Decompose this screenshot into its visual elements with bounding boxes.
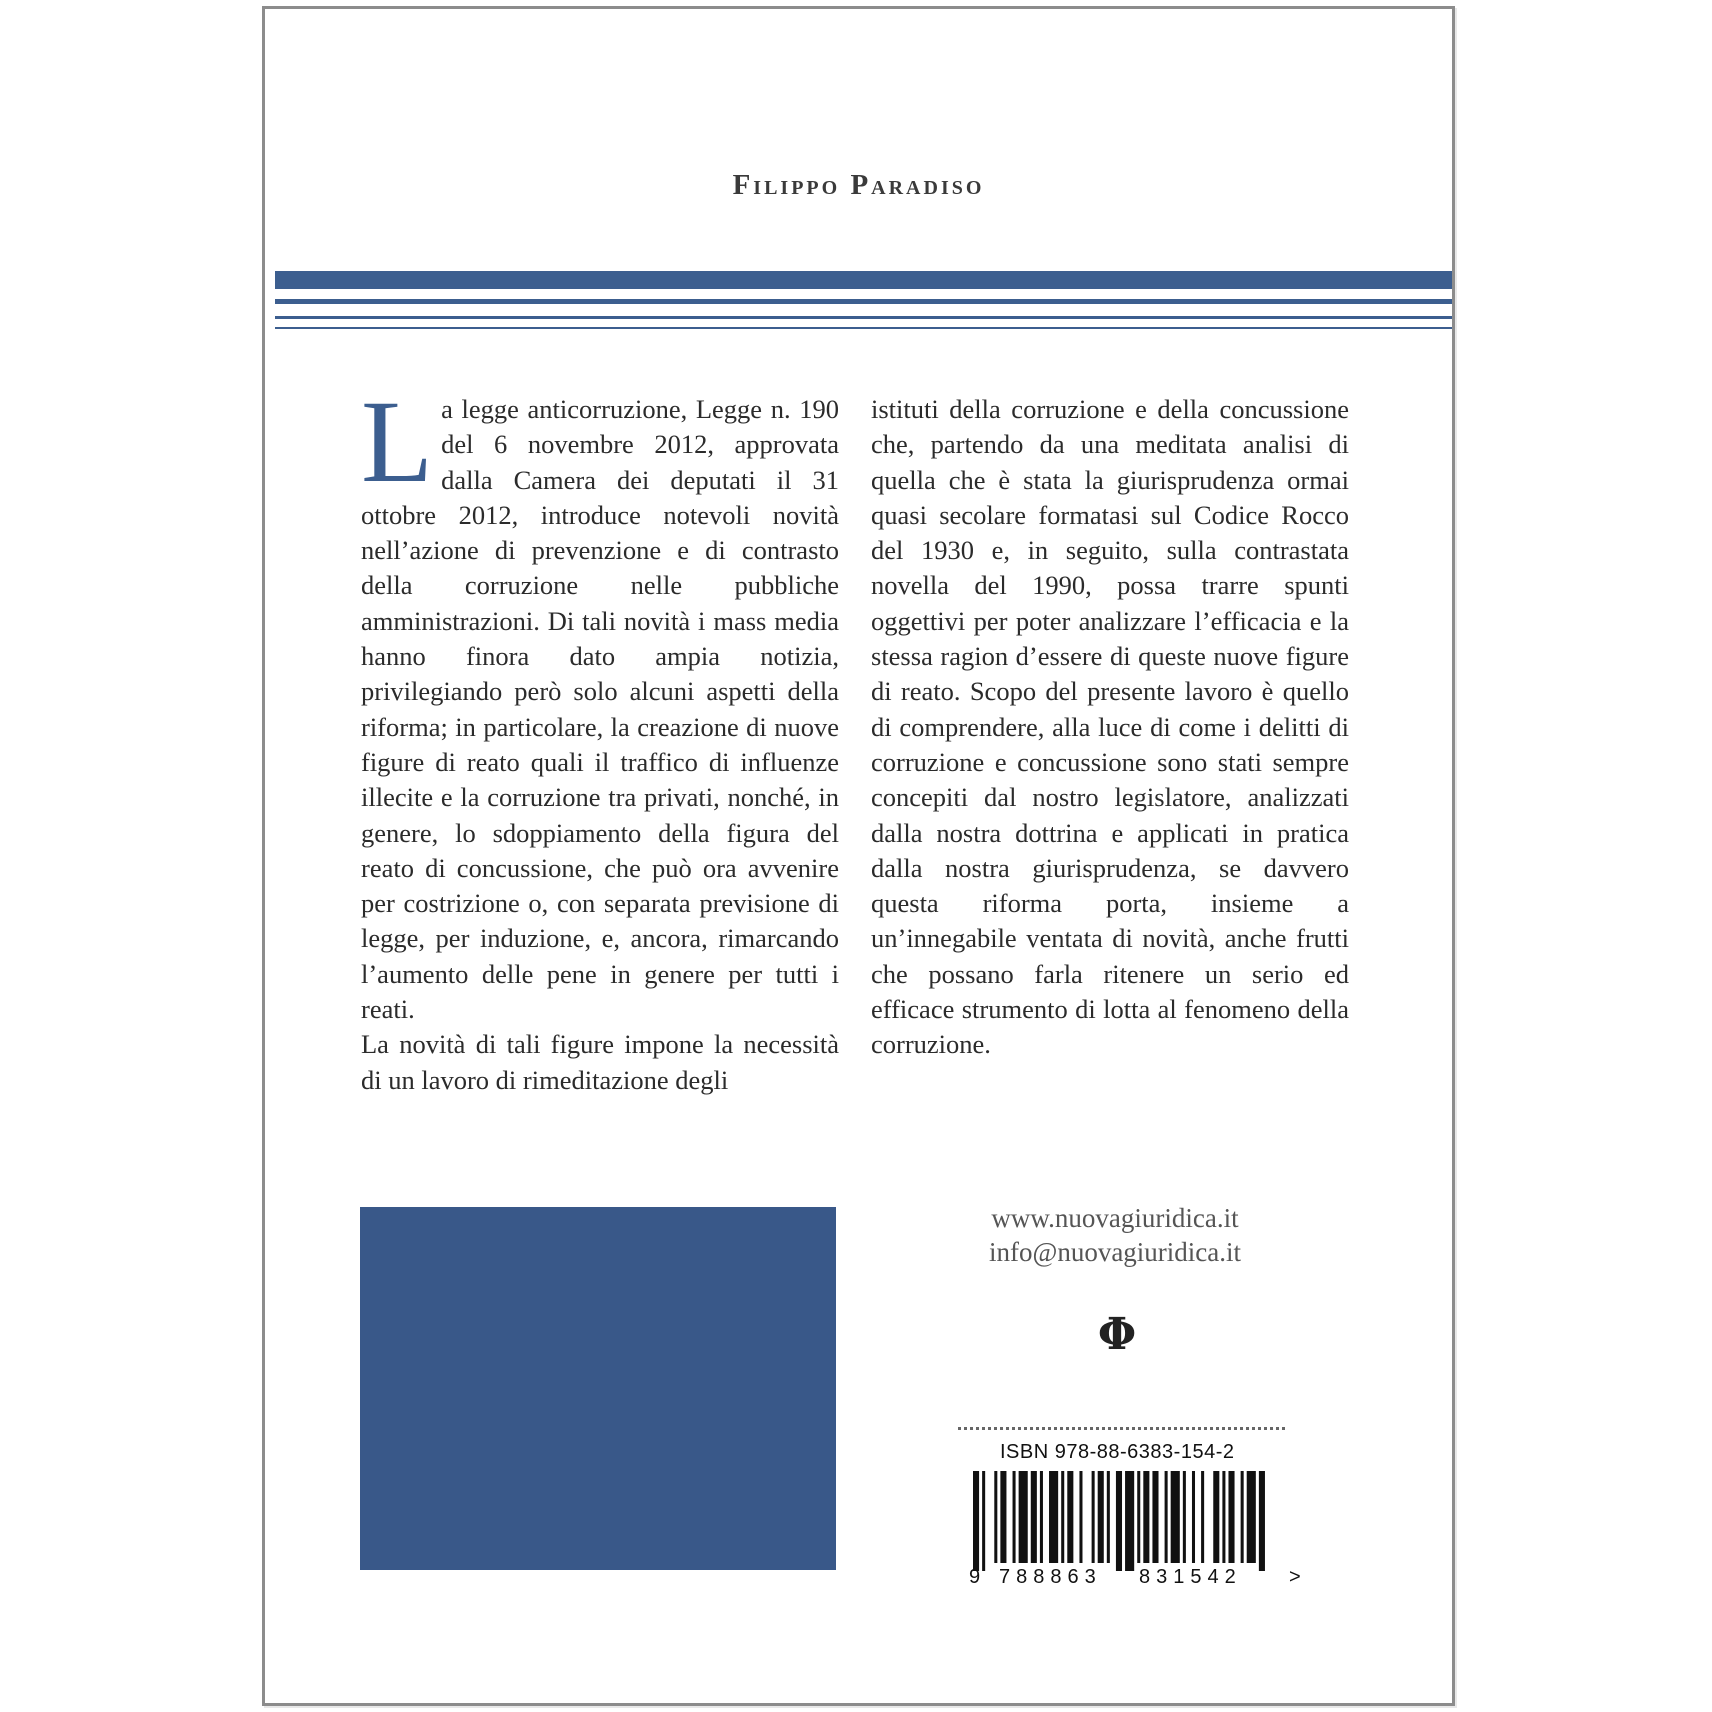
barcode-end-mark: > [1289, 1566, 1301, 1588]
barcode-bar [1152, 1471, 1158, 1563]
blurb-paragraph-2: La novità di tali figure impone la necessità di un lavoro di rimeditazione degli [361, 1029, 839, 1095]
barcode-bar [1137, 1471, 1140, 1563]
barcode-bar [1067, 1471, 1073, 1563]
isbn-barcode-icon [973, 1471, 1268, 1571]
blurb-left-column [361, 376, 839, 1098]
publisher-email-link[interactable]: info@nuovagiuridica.it [988, 1237, 1242, 1267]
blue-color-block [360, 1207, 836, 1570]
barcode-bar [1098, 1471, 1104, 1563]
barcode-bar [973, 1471, 979, 1571]
barcode-bar [1213, 1471, 1219, 1563]
barcode-bar [1241, 1471, 1244, 1563]
barcode-bar [1183, 1471, 1186, 1563]
barcode-bar [1143, 1471, 1149, 1563]
barcode-bar [1192, 1471, 1195, 1563]
barcode-bar [1165, 1471, 1168, 1563]
barcode-bar [1040, 1471, 1043, 1563]
barcode-bar [1201, 1471, 1204, 1563]
publisher-phi-logo-icon: Φ [1097, 1309, 1137, 1360]
blurb-paragraph-1-text: a legge anticorruzione, Legge n. 190 del 6 novembre 2012, approvata dalla Camera dei deputati il 31 ottobre 2012, introduce notevoli novità nell’azione di prevenzione e di contrasto della corruzione nelle pubbliche amministrazioni. Di tali novità i mass media hanno finora dato ampia notizia, privilegiando però solo alcuni aspetti della riforma; in particolare, la creazione di nuove figure di reato quali il traffico di influenze illecite e la corruzione tra privati, nonché, in genere, lo sdoppiamento della figura del reato di concussione, che può ora avvenire per costrizione o, con separata previsione di legge, per induzione, e, ancora, rimarcando l’aumento delle pene in genere per tutti i reati. [361, 394, 839, 1025]
barcode-bar [1019, 1471, 1028, 1563]
blurb-paragraph-1 [361, 376, 839, 1027]
barcode-bar [1079, 1471, 1082, 1563]
decorative-band-hairline [275, 327, 1452, 329]
blurb-right-column [871, 392, 1349, 1063]
blurb-paragraph-3: istituti della corruzione e della concussione che, partendo da una meditata analisi di quella che è stata la giurisprudenza ormai quasi secolare formatasi sul Codice Rocco del 1930 e, in seguito, sulla contrastata novella del 1990, possa trarre spunti oggettivi per poter analizzare l’efficacia e la stessa ragion d’essere di queste nuove figure di reato. Scopo del presente lavoro è quello di comprendere, alla luce di come i delitti di corruzione e concussione sono stati sempre concepiti dal nostro legislatore, analizzati dalla nostra dottrina e applicati in pratica dalla nostra giurisprudenza, se davvero questa riforma porta, insieme a un’innegabile ventata di novità, anche frutti che possano farla ritenere un serio ed efficace strumento di lotta al fenomeno della corruzione. [871, 394, 1349, 1060]
decorative-band-thick [275, 271, 1452, 289]
barcode-bar [1107, 1471, 1110, 1563]
barcode-right-group: 831542 [1139, 1566, 1242, 1588]
barcode-bar [994, 1471, 997, 1563]
barcode-bar [1222, 1471, 1225, 1563]
barcode-bar [1125, 1471, 1134, 1571]
decorative-band-medium [275, 299, 1452, 304]
barcode-bar [1049, 1471, 1058, 1563]
barcode-bar [1247, 1471, 1256, 1563]
barcode-bar [1061, 1471, 1064, 1563]
publisher-contacts [865, 1201, 1365, 1269]
author-name: Filippo Paradiso [732, 169, 985, 201]
barcode-bar [1031, 1471, 1037, 1563]
barcode-bar [1013, 1471, 1016, 1563]
publisher-website-link[interactable]: www.nuovagiuridica.it [991, 1203, 1239, 1233]
barcode-first-digit: 9 [969, 1566, 981, 1588]
barcode-bar [982, 1471, 985, 1571]
drop-cap: L [361, 376, 434, 507]
decorative-band-thin [275, 316, 1452, 319]
barcode-left-group: 788863 [999, 1566, 1102, 1588]
barcode-bar [1092, 1471, 1095, 1563]
barcode-bar [1000, 1471, 1006, 1563]
barcode-bar [1259, 1471, 1265, 1571]
barcode-bar [1116, 1471, 1122, 1571]
barcode-bar [1228, 1471, 1234, 1563]
isbn-label: ISBN 978-88-6383-154-2 [1000, 1441, 1235, 1463]
book-back-cover [262, 6, 1455, 1706]
dotted-divider [958, 1427, 1285, 1430]
barcode-bar [1171, 1471, 1180, 1563]
